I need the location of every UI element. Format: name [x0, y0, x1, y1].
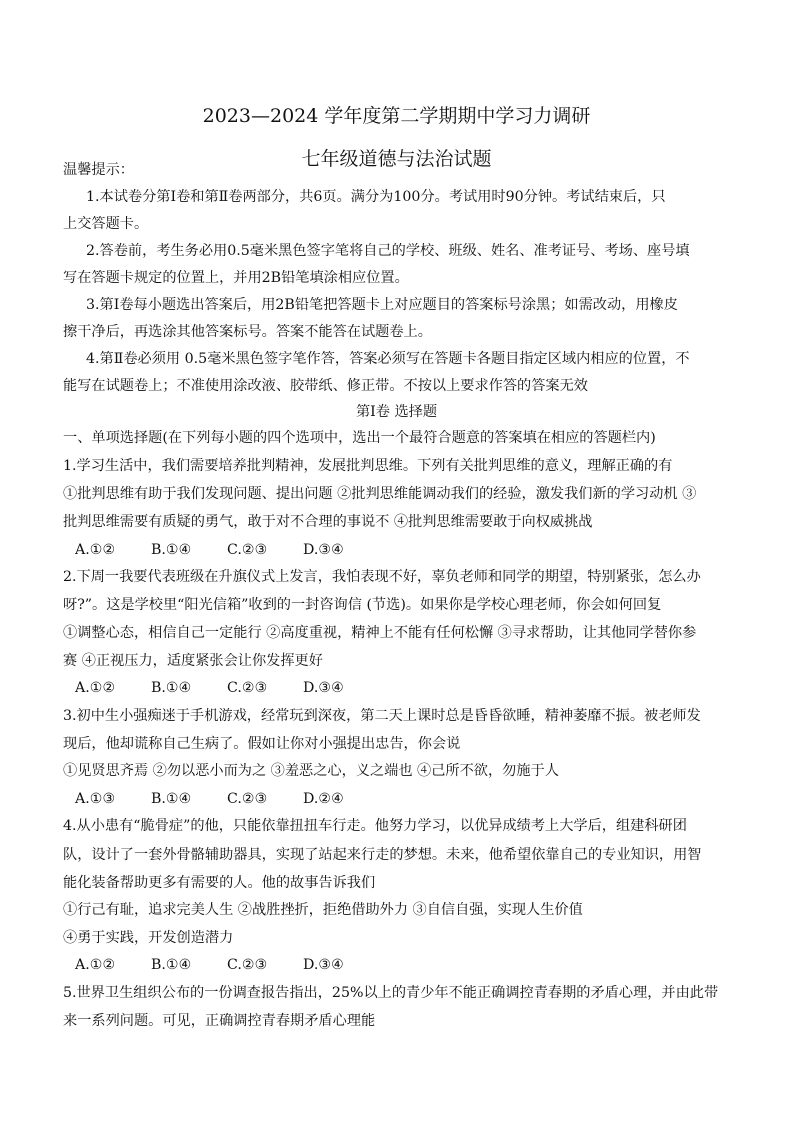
- question-4-option-d[interactable]: D.③④: [303, 957, 344, 973]
- question-1-line-3: 批判思维需要有质疑的勇气，敢于对不合理的事说不 ④批判思维需要敢于向权威挑战: [63, 514, 593, 530]
- tip-4-line-1: 4.第Ⅱ卷必须用 0.5毫米黑色签字笔作答，答案必须写在答题卡各题目指定区域内相应的位置，不: [86, 351, 690, 367]
- question-2-line-4: 赛 ④正视压力，适度紧张会让你发挥更好: [63, 653, 323, 669]
- tip-1-line-2: 上交答题卡。: [63, 216, 149, 232]
- question-5-line-1: 5.世界卫生组织公布的一份调查报告指出，25%以上的青少年不能正确调控青春期的矛盾心理，并由此带: [63, 985, 719, 1001]
- question-4-option-b[interactable]: B.①④: [151, 957, 192, 973]
- question-3-option-c[interactable]: C.②③: [227, 791, 268, 807]
- exam-title: 2023—2024 学年度第二学期期中学习力调研: [202, 105, 591, 127]
- question-4-option-a[interactable]: A.①②: [75, 957, 116, 973]
- question-1-line-1: 1.学习生活中，我们需要培养批判精神，发展批判思维。下列有关批判思维的意义，理解正确的有: [63, 458, 673, 474]
- question-3-option-b[interactable]: B.①④: [151, 791, 192, 807]
- tip-4-line-2: 能写在试题卷上；不准使用涂改液、胶带纸、修正带。不按以上要求作答的答案无效: [63, 378, 588, 394]
- question-4-line-4: ①行己有耻，追求完美人生 ②战胜挫折，拒绝借助外力 ③自信自强，实现人生价值: [63, 902, 583, 918]
- question-2-option-b[interactable]: B.①④: [151, 680, 192, 696]
- question-3-line-1: 3.初中生小强痴迷于手机游戏，经常玩到深夜，第二天上课时总是昏昏欲睡，精神萎靡不振。被老师发: [63, 708, 701, 724]
- question-2-line-1: 2.下周一我要代表班级在升旗仪式上发言，我怕表现不好，辜负老师和同学的期望，特别紧张，怎么办: [63, 569, 701, 585]
- tip-2-line-1: 2.答卷前，考生务必用0.5毫米黑色签字笔将自己的学校、班级、姓名、准考证号、考场、座号填: [86, 243, 690, 259]
- exam-subtitle: 七年级道德与法治试题: [301, 148, 492, 170]
- question-4-line-1: 4.从小患有“脆骨症”的他，只能依靠扭扭车行走。他努力学习，以优异成绩考上大学后，组建科研团: [63, 818, 687, 834]
- question-4-line-3: 能化装备帮助更多有需要的人。他的故事告诉我们: [63, 875, 376, 891]
- tip-1-line-1: 1.本试卷分第Ⅰ卷和第Ⅱ卷两部分，共6页。满分为100分。考试用时90分钟。考试结束后，只: [86, 189, 666, 205]
- question-1-option-c[interactable]: C.②③: [227, 542, 268, 558]
- question-2-options: [75, 678, 344, 698]
- question-4-option-c[interactable]: C.②③: [227, 957, 268, 973]
- question-3-options: [75, 789, 344, 809]
- tips-heading: 温馨提示：: [63, 162, 134, 178]
- question-4-options: [75, 955, 344, 975]
- question-2-line-2: 呀?”。这是学校里“阳光信箱”收到的一封咨询信 (节选)。如果你是学校心理老师，你会如何回复: [63, 597, 662, 613]
- question-2-option-d[interactable]: D.③④: [303, 680, 344, 696]
- question-3-line-3: ①见贤思齐焉 ②勿以恶小而为之 ③羞恶之心，义之端也 ④己所不欲，勿施于人: [63, 763, 559, 779]
- question-2-option-c[interactable]: C.②③: [227, 680, 268, 696]
- section-1-title: 第Ⅰ卷 选择题: [355, 404, 438, 420]
- question-1-options: [75, 540, 344, 560]
- question-1-line-2: ①批判思维有助于我们发现问题、提出问题 ②批判思维能调动我们的经验，激发我们新的学习动机 ③: [63, 486, 697, 502]
- question-1-option-a[interactable]: A.①②: [75, 542, 116, 558]
- question-1-option-d[interactable]: D.③④: [303, 542, 344, 558]
- tip-2-line-2: 写在答题卡规定的位置上，并用2B铅笔填涂相应位置。: [63, 270, 409, 286]
- question-3-option-d[interactable]: D.②④: [303, 791, 344, 807]
- question-4-line-2: 队，设计了一套外骨骼辅助器具，实现了站起来行走的梦想。未来，他希望依靠自己的专业知识，用智: [63, 847, 702, 863]
- question-2-option-a[interactable]: A.①②: [75, 680, 116, 696]
- question-2-line-3: ①调整心态，相信自己一定能行 ②高度重视，精神上不能有任何松懈 ③寻求帮助，让其他同学替你参: [63, 625, 697, 641]
- question-4-line-5: ④勇于实践，开发创造潜力: [63, 930, 234, 946]
- tip-3-line-2: 擦干净后，再选涂其他答案标号。答案不能答在试题卷上。: [63, 324, 432, 340]
- question-1-option-b[interactable]: B.①④: [151, 542, 192, 558]
- tip-3-line-1: 3.第Ⅰ卷每小题选出答案后，用2B铅笔把答题卡上对应题目的答案标号涂黑；如需改动，用橡皮: [86, 297, 678, 313]
- question-3-option-a[interactable]: A.①③: [75, 791, 116, 807]
- question-3-line-2: 现后，他却谎称自己生病了。假如让你对小强提出忠告，你会说: [63, 736, 461, 752]
- section-1-instruction: 一、单项选择题(在下列每小题的四个选项中，选出一个最符合题意的答案填在相应的答题栏内): [63, 430, 656, 446]
- question-5-line-2: 来一系列问题。可见，正确调控青春期矛盾心理能: [63, 1013, 376, 1029]
